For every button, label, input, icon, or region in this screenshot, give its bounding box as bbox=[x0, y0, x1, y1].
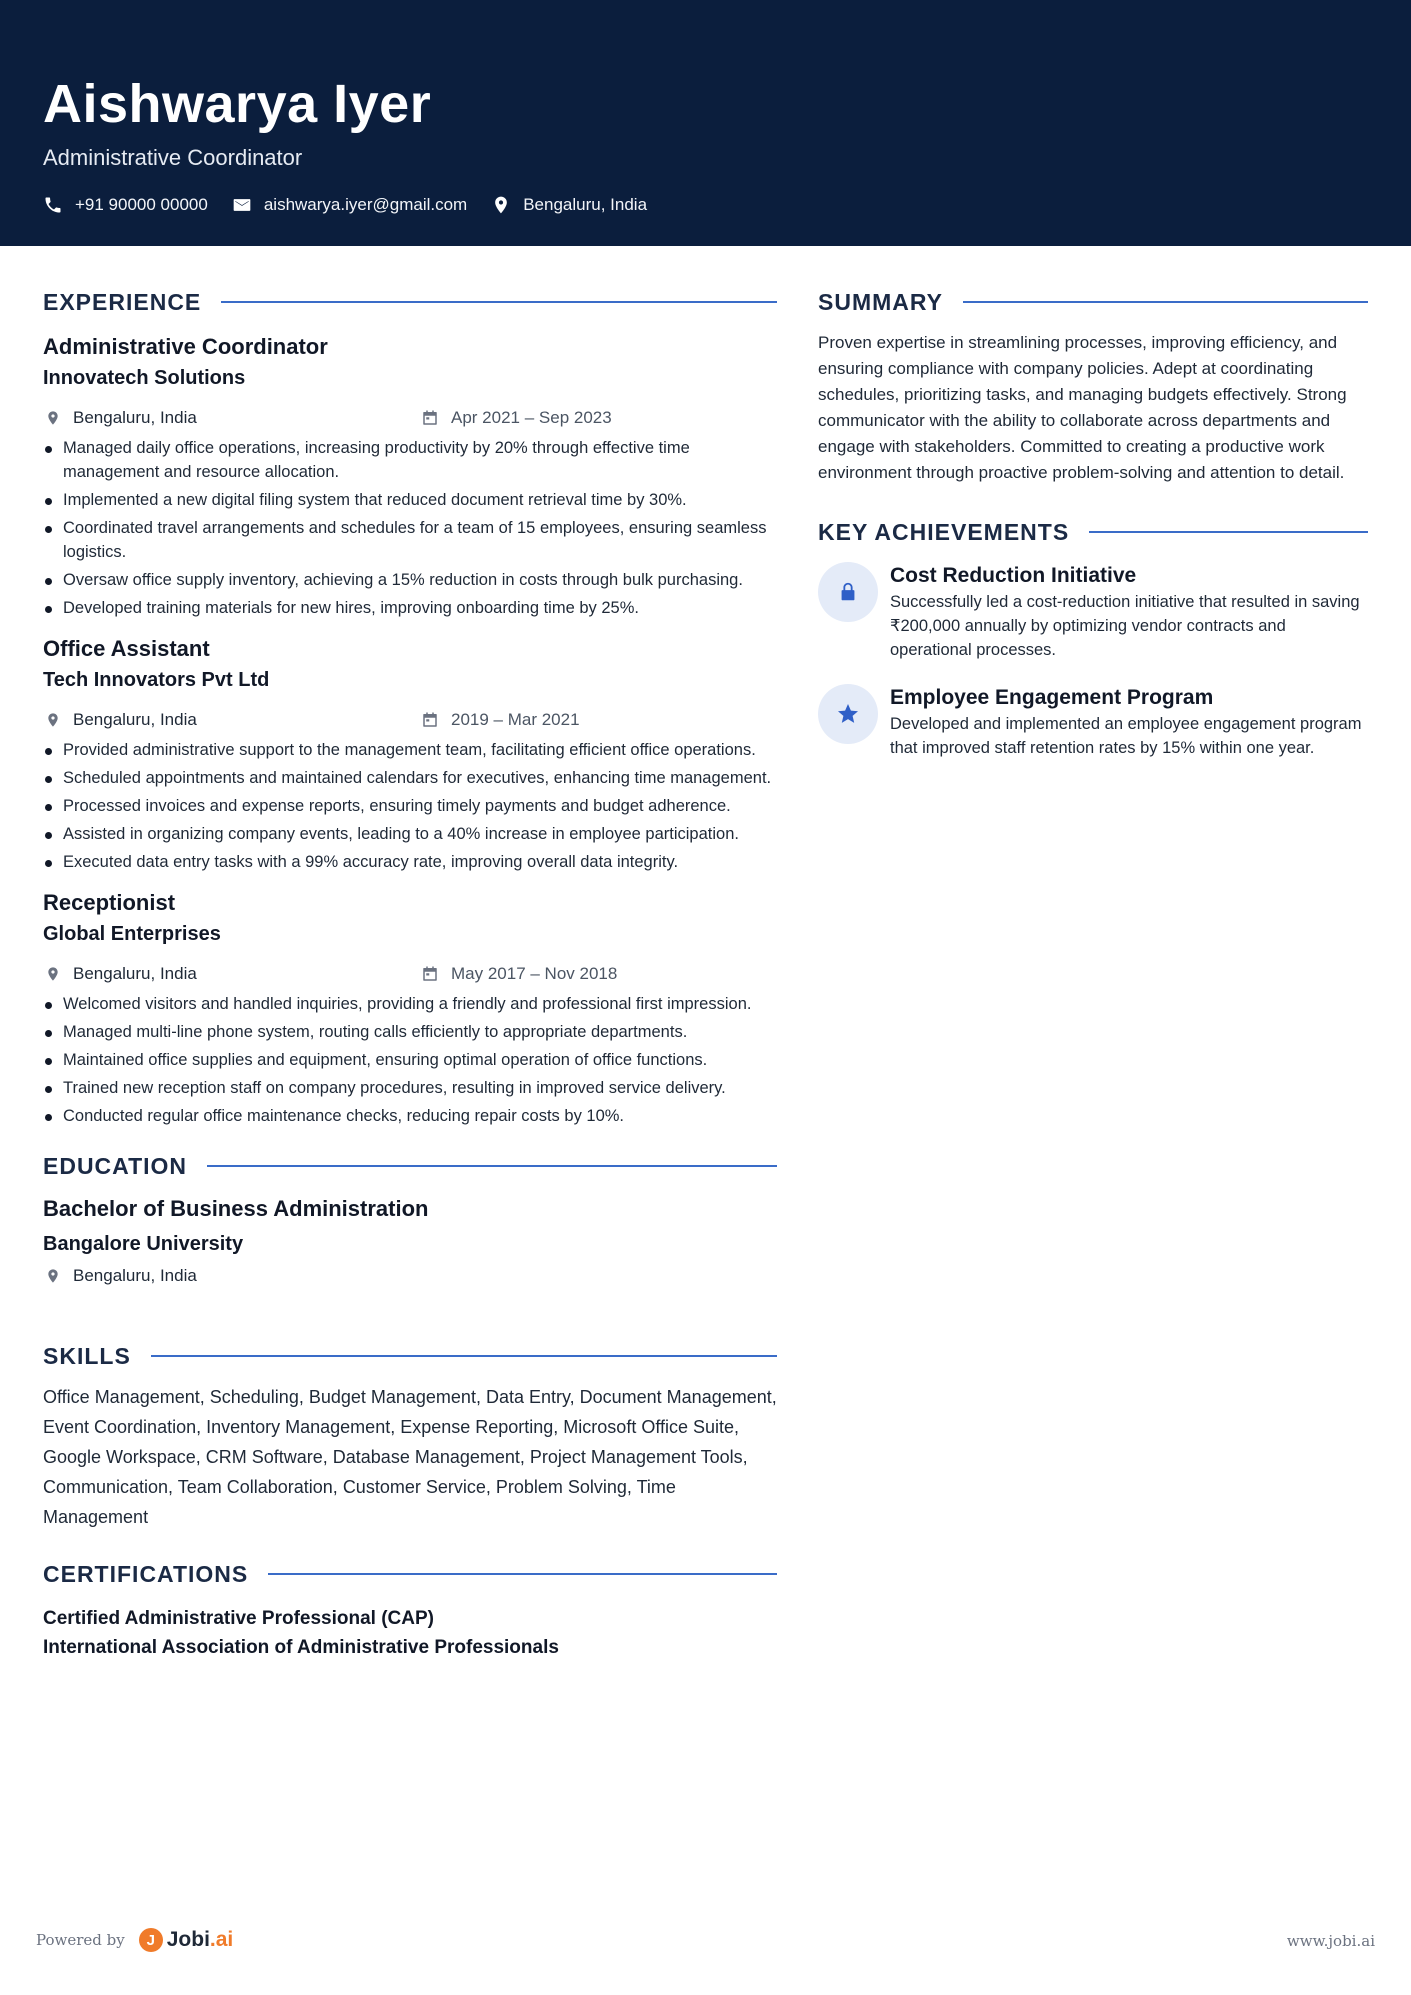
achievement-content bbox=[890, 684, 1368, 760]
job-title: Office Assistant bbox=[43, 636, 210, 661]
skills-text: Office Management, Scheduling, Budget Management, Data Entry, Document Management, Event Coordination, Inventory Management, Expense Reporting, Microsoft Office Suite, Google Workspace, CRM Software, Database Management, Project Management Tools, Communication, Team Collaboration, Customer Service, Problem Solving, Time Management bbox=[43, 1387, 777, 1527]
education-location-text: Bengaluru, India bbox=[73, 1266, 197, 1285]
achievements-title: KEY ACHIEVEMENTS bbox=[818, 518, 1070, 545]
right-column bbox=[818, 286, 1368, 760]
achievement-item bbox=[818, 562, 1368, 662]
location-pin-icon bbox=[45, 409, 61, 427]
education-title: EDUCATION bbox=[43, 1152, 188, 1179]
job-company: Innovatech Solutions bbox=[43, 367, 246, 389]
job-company: Tech Innovators Pvt Ltd bbox=[43, 669, 270, 691]
section-divider bbox=[1089, 531, 1368, 533]
contact-email bbox=[232, 195, 467, 215]
job-bullet: Provided administrative support to the management team, facilitating efficient office operations. bbox=[43, 738, 777, 762]
certifications-title: CERTIFICATIONS bbox=[43, 1560, 249, 1587]
achievements-heading bbox=[818, 516, 1368, 548]
contact-row bbox=[43, 190, 671, 220]
education-heading bbox=[43, 1150, 777, 1182]
left-column bbox=[43, 286, 777, 1662]
job-bullets bbox=[43, 992, 777, 1128]
brand-logo-link[interactable] bbox=[139, 1928, 234, 1952]
calendar-icon bbox=[421, 409, 439, 427]
job-bullet: Developed training materials for new hires, improving onboarding time by 25%. bbox=[43, 596, 777, 620]
job-entry bbox=[43, 332, 777, 620]
job-location-text: Bengaluru, India bbox=[73, 710, 197, 729]
candidate-name: Aishwarya Iyer bbox=[43, 74, 432, 134]
job-title: Administrative Coordinator bbox=[43, 334, 328, 359]
job-bullet: Assisted in organizing company events, leading to a 40% increase in employee participation. bbox=[43, 822, 777, 846]
certification-issuer: International Association of Administrative Professionals bbox=[43, 1637, 559, 1658]
job-location bbox=[43, 706, 197, 734]
job-entry bbox=[43, 634, 777, 874]
calendar-icon bbox=[421, 965, 439, 983]
skills-heading bbox=[43, 1340, 777, 1372]
school-name: Bangalore University bbox=[43, 1233, 244, 1255]
brand-name: Jobi bbox=[166, 1928, 210, 1951]
job-bullet: Processed invoices and expense reports, ensuring timely payments and budget adherence. bbox=[43, 794, 777, 818]
job-dates bbox=[421, 706, 580, 734]
resume-header bbox=[0, 0, 1411, 246]
email-text: aishwarya.iyer@gmail.com bbox=[263, 195, 468, 214]
job-company: Global Enterprises bbox=[43, 923, 221, 945]
job-bullet: Welcomed visitors and handled inquiries, providing a friendly and professional first impression. bbox=[43, 992, 777, 1016]
job-bullet: Conducted regular office maintenance checks, reducing repair costs by 10%. bbox=[43, 1104, 777, 1128]
certification-name: Certified Administrative Professional (CAP) bbox=[43, 1608, 434, 1629]
job-bullet: Coordinated travel arrangements and schedules for a team of 15 employees, ensuring seamless logistics. bbox=[43, 516, 777, 564]
job-dates bbox=[421, 404, 612, 432]
job-dates-text: 2019 – Mar 2021 bbox=[451, 710, 580, 729]
phone-text: +91 90000 00000 bbox=[75, 195, 208, 214]
job-bullets bbox=[43, 738, 777, 874]
achievement-item bbox=[818, 684, 1368, 760]
job-title: Receptionist bbox=[43, 890, 176, 915]
contact-location bbox=[491, 194, 647, 216]
achievement-description: Developed and implemented an employee engagement program that improved staff retention rates by 15% within one year. bbox=[890, 715, 1362, 757]
job-dates-text: Apr 2021 – Sep 2023 bbox=[451, 408, 612, 427]
section-divider bbox=[207, 1165, 777, 1167]
website-link[interactable]: www.jobi.ai bbox=[1286, 1932, 1375, 1950]
contact-phone bbox=[43, 195, 208, 215]
experience-title: EXPERIENCE bbox=[43, 288, 202, 315]
brand-suffix: .ai bbox=[209, 1928, 234, 1951]
achievement-description: Successfully led a cost-reduction initiative that resulted in saving ₹200,000 annually by optimizing vendor contracts and operational processes. bbox=[890, 593, 1360, 659]
star-icon bbox=[836, 702, 860, 726]
job-location bbox=[43, 960, 197, 988]
experience-heading bbox=[43, 286, 777, 318]
job-dates-text: May 2017 – Nov 2018 bbox=[451, 964, 618, 983]
lock-icon bbox=[837, 580, 859, 604]
certifications-heading bbox=[43, 1558, 777, 1590]
job-location-text: Bengaluru, India bbox=[73, 408, 197, 427]
achievement-title: Cost Reduction Initiative bbox=[890, 564, 1137, 587]
job-bullet: Oversaw office supply inventory, achieving a 15% reduction in costs through bulk purchasing. bbox=[43, 568, 777, 592]
section-divider bbox=[221, 301, 777, 303]
job-bullet: Executed data entry tasks with a 99% accuracy rate, improving overall data integrity. bbox=[43, 850, 777, 874]
location-pin-icon bbox=[45, 711, 61, 729]
job-bullets bbox=[43, 436, 777, 620]
summary-heading bbox=[818, 286, 1368, 318]
job-bullet: Scheduled appointments and maintained calendars for executives, enhancing time management. bbox=[43, 766, 777, 790]
powered-by-label: Powered by bbox=[36, 1931, 125, 1949]
location-text: Bengaluru, India bbox=[523, 195, 648, 214]
degree-name: Bachelor of Business Administration bbox=[43, 1196, 429, 1221]
section-divider bbox=[268, 1573, 777, 1575]
calendar-icon bbox=[421, 711, 439, 729]
email-icon bbox=[232, 195, 252, 215]
education-meta bbox=[43, 1262, 777, 1290]
candidate-role: Administrative Coordinator bbox=[43, 145, 303, 170]
education-location bbox=[43, 1262, 197, 1290]
job-bullet: Implemented a new digital filing system that reduced document retrieval time by 30%. bbox=[43, 488, 777, 512]
job-location-text: Bengaluru, India bbox=[73, 964, 197, 983]
phone-icon bbox=[43, 195, 63, 215]
job-bullet: Managed multi-line phone system, routing calls efficiently to appropriate departments. bbox=[43, 1020, 777, 1044]
achievement-icon-badge bbox=[818, 562, 878, 622]
job-meta bbox=[43, 706, 777, 734]
job-meta bbox=[43, 404, 777, 432]
summary-title: SUMMARY bbox=[818, 288, 943, 315]
powered-by bbox=[36, 1928, 233, 1952]
certification-entry bbox=[43, 1604, 777, 1662]
job-meta bbox=[43, 960, 777, 988]
job-dates bbox=[421, 960, 617, 988]
brand-logo-icon: J bbox=[139, 1928, 163, 1952]
achievement-title: Employee Engagement Program bbox=[890, 686, 1214, 709]
section-divider bbox=[963, 301, 1368, 303]
section-divider bbox=[151, 1355, 777, 1357]
education-entry bbox=[43, 1194, 777, 1290]
job-bullet: Maintained office supplies and equipment, ensuring optimal operation of office functions. bbox=[43, 1048, 777, 1072]
job-bullet: Managed daily office operations, increasing productivity by 20% through effective time management and resource allocation. bbox=[43, 436, 777, 484]
job-location bbox=[43, 404, 197, 432]
job-entry bbox=[43, 888, 777, 1128]
summary-text: Proven expertise in streamlining processes, improving efficiency, and ensuring compliance with company policies. Adept at coordinating schedules, prioritizing tasks, and managing budgets effectively. Strong communicator with the ability to collaborate across departments and engage with stakeholders. Committed to creating a productive work environment through proactive problem-solving and attention to detail. bbox=[818, 333, 1347, 482]
location-pin-icon bbox=[45, 1267, 61, 1285]
skills-title: SKILLS bbox=[43, 1342, 131, 1369]
location-pin-icon bbox=[45, 965, 61, 983]
location-pin-icon bbox=[491, 194, 511, 216]
achievement-icon-badge bbox=[818, 684, 878, 744]
job-bullet: Trained new reception staff on company procedures, resulting in improved service delivery. bbox=[43, 1076, 777, 1100]
achievement-content bbox=[890, 562, 1368, 662]
